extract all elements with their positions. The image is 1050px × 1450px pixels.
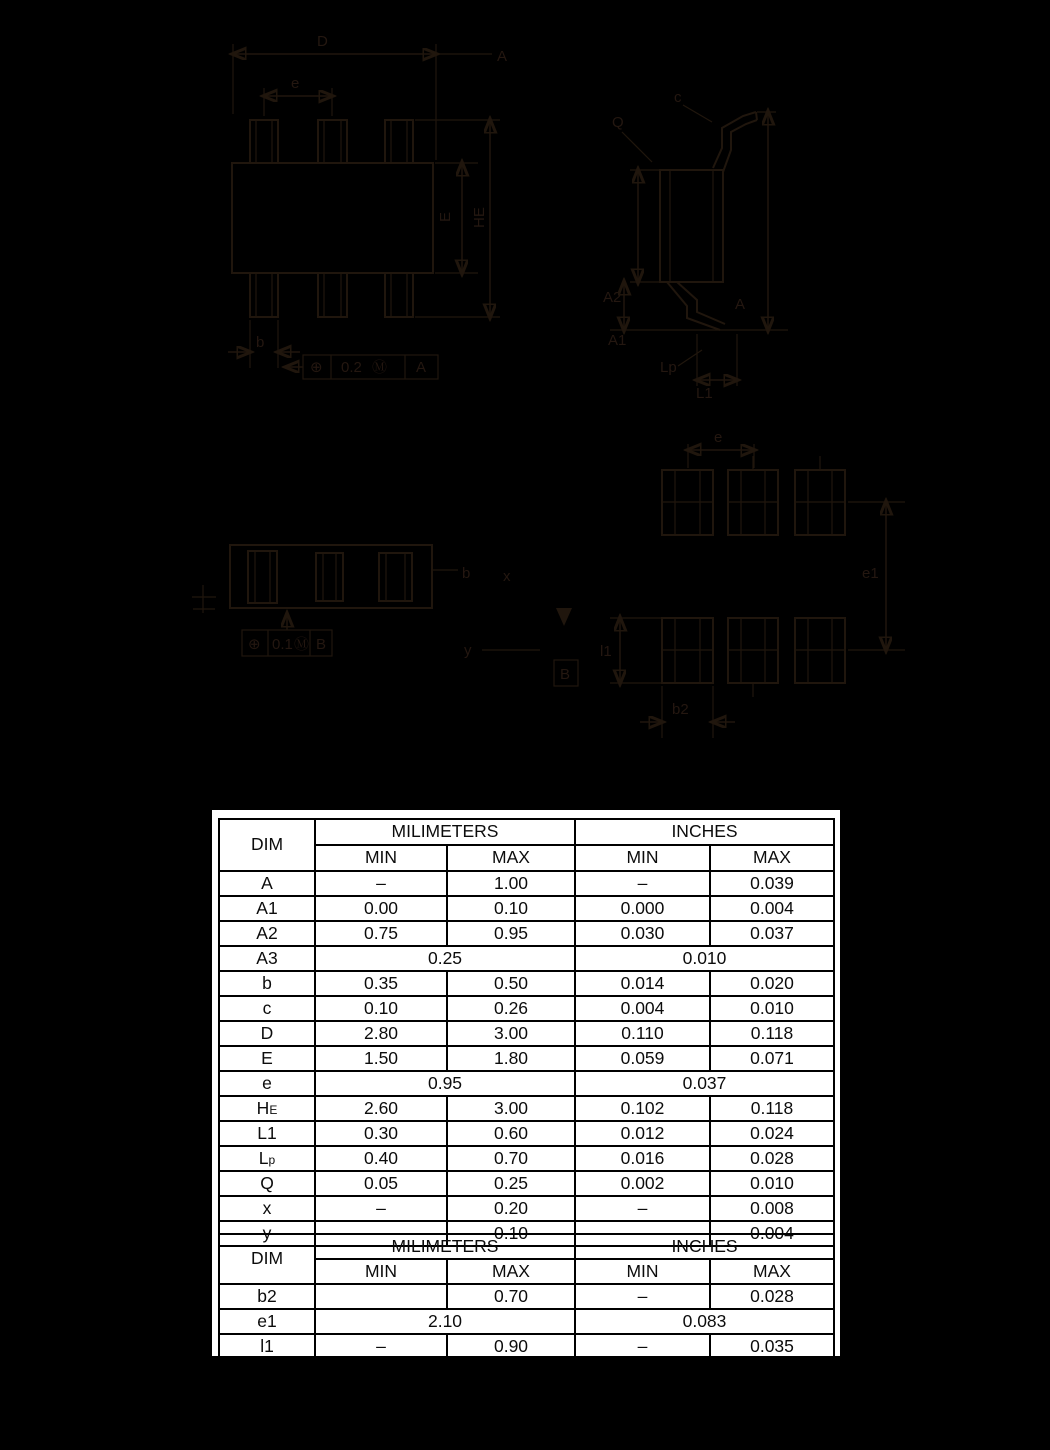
- header-dim: DIM: [219, 819, 315, 871]
- value-cell: 3.00: [447, 1096, 575, 1121]
- table-row: [219, 1046, 834, 1071]
- dim-cell: b2: [219, 1284, 315, 1309]
- header-inches: INCHES: [575, 819, 834, 845]
- dim-cell: l1: [219, 1334, 315, 1359]
- dim-cell: b: [219, 971, 315, 996]
- package-top-view-drawing: [228, 33, 507, 379]
- value-cell: 0.110: [575, 1021, 710, 1046]
- table-row: [219, 1196, 834, 1221]
- value-cell: 0.95: [447, 921, 575, 946]
- dim-cell: c: [219, 996, 315, 1021]
- value-cell: 0.010: [710, 1171, 834, 1196]
- value-cell: 0.024: [710, 1121, 834, 1146]
- value-cell: 0.004: [710, 1221, 834, 1246]
- fcf-datum: A: [416, 359, 427, 376]
- table-row: [219, 871, 834, 896]
- value-cell: –: [315, 871, 447, 896]
- header-dim: DIM: [219, 1234, 315, 1284]
- dim-cell: Q: [219, 1171, 315, 1196]
- value-cell: 0.014: [575, 971, 710, 996]
- value-cell: 0.030: [575, 921, 710, 946]
- dim-cell: A3: [219, 946, 315, 971]
- header-min-in: MIN: [575, 1259, 710, 1284]
- value-cell: 0.012: [575, 1121, 710, 1146]
- value-cell: 0.016: [575, 1146, 710, 1171]
- value-cell: 0.059: [575, 1046, 710, 1071]
- fcf-modifier: Ⓜ: [372, 359, 388, 376]
- header-max-in: MAX: [710, 1259, 834, 1284]
- dim-cell: e: [219, 1071, 315, 1096]
- value-cell: 0.118: [710, 1096, 834, 1121]
- table-row: [219, 896, 834, 921]
- value-cell: 0.25: [315, 946, 575, 971]
- value-cell: 3.00: [447, 1021, 575, 1046]
- package-dimensions-table: [218, 818, 835, 1247]
- table-row: [219, 1171, 834, 1196]
- fcf-tolerance: 0.2: [341, 359, 362, 376]
- dim-cell: L1: [219, 1121, 315, 1146]
- value-cell: 0.50: [447, 971, 575, 996]
- dim-cell: A2: [219, 921, 315, 946]
- dim-cell: x: [219, 1196, 315, 1221]
- dim-label-a2: A2: [603, 289, 622, 306]
- dim-label-e1: e1: [862, 565, 879, 582]
- value-cell: 0.028: [710, 1284, 834, 1309]
- header-max-mm: MAX: [447, 845, 575, 871]
- table-row: [219, 921, 834, 946]
- header-min-mm: MIN: [315, 1259, 447, 1284]
- table-row: [219, 946, 834, 971]
- value-cell: 0.010: [575, 946, 834, 971]
- dim-cell: A1: [219, 896, 315, 921]
- value-cell: 0.60: [447, 1121, 575, 1146]
- value-cell: 0.00: [315, 896, 447, 921]
- dim-label-y: y: [464, 642, 472, 659]
- table-row: [219, 1146, 834, 1171]
- value-cell: 0.020: [710, 971, 834, 996]
- value-cell: 2.60: [315, 1096, 447, 1121]
- dim-label-a: A: [735, 296, 746, 313]
- value-cell: 0.40: [315, 1146, 447, 1171]
- value-cell: 2.10: [315, 1309, 575, 1334]
- value-cell: 0.70: [447, 1284, 575, 1309]
- value-cell: –: [315, 1196, 447, 1221]
- table-row: [219, 1284, 834, 1309]
- header-min-mm: MIN: [315, 845, 447, 871]
- value-cell: 0.05: [315, 1171, 447, 1196]
- value-cell: 0.20: [447, 1196, 575, 1221]
- value-cell: 0.039: [710, 871, 834, 896]
- dim-cell: y: [219, 1221, 315, 1246]
- value-cell: 0.028: [710, 1146, 834, 1171]
- land-pattern-dimensions-table: [218, 1233, 835, 1360]
- table-header-row: [219, 1234, 834, 1259]
- value-cell: [315, 1284, 447, 1309]
- fcf-symbol: ⊕: [310, 359, 323, 376]
- dim-cell: HE: [219, 1096, 315, 1121]
- dim-label-E: E: [437, 211, 454, 222]
- value-cell: –: [575, 1221, 710, 1246]
- value-cell: 0.25: [447, 1171, 575, 1196]
- dim-label-l1: L1: [696, 385, 713, 402]
- value-cell: 0.037: [710, 921, 834, 946]
- dim-cell: A: [219, 871, 315, 896]
- dim-label-c: c: [674, 89, 682, 106]
- header-millimeters: MILIMETERS: [315, 819, 575, 845]
- value-cell: 0.071: [710, 1046, 834, 1071]
- value-cell: 2.80: [315, 1021, 447, 1046]
- value-cell: 0.004: [710, 896, 834, 921]
- value-cell: 0.90: [447, 1334, 575, 1359]
- header-max-in: MAX: [710, 845, 834, 871]
- value-cell: 0.102: [575, 1096, 710, 1121]
- table-row: [219, 971, 834, 996]
- dim-label-a1: A1: [608, 332, 627, 349]
- dim-cell: e1: [219, 1309, 315, 1334]
- header-millimeters: MILIMETERS: [315, 1234, 575, 1259]
- value-cell: 0.004: [575, 996, 710, 1021]
- dim-label-q: Q: [612, 114, 624, 131]
- value-cell: –: [315, 1334, 447, 1359]
- dimension-table-panel: [212, 810, 840, 1356]
- table-row: [219, 996, 834, 1021]
- datum-label-a: A: [497, 48, 508, 65]
- header-max-mm: MAX: [447, 1259, 575, 1284]
- value-cell: 0.035: [710, 1334, 834, 1359]
- value-cell: 0.008: [710, 1196, 834, 1221]
- dim-label-l1-lp: l1: [600, 643, 612, 660]
- value-cell: –: [575, 1334, 710, 1359]
- value-cell: 0.037: [575, 1071, 834, 1096]
- dim-label-lp: Lp: [660, 359, 677, 376]
- header-inches: INCHES: [575, 1234, 834, 1259]
- table-header-row: [219, 819, 834, 845]
- table-row: [219, 1309, 834, 1334]
- value-cell: 0.26: [447, 996, 575, 1021]
- dim-label-e-lp: e: [714, 429, 723, 446]
- value-cell: 0.10: [447, 896, 575, 921]
- fcf2-datum: B: [316, 636, 327, 653]
- dim-label-x: x: [503, 568, 511, 585]
- value-cell: 0.083: [575, 1309, 834, 1334]
- value-cell: 0.75: [315, 921, 447, 946]
- fcf2-modifier: Ⓜ: [294, 636, 310, 653]
- dim-cell: Lp: [219, 1146, 315, 1171]
- value-cell: 0.10: [315, 996, 447, 1021]
- fcf2-tolerance: 0.1: [272, 636, 293, 653]
- value-cell: 0.70: [447, 1146, 575, 1171]
- dim-label-e: e: [291, 75, 300, 92]
- fcf2-symbol: ⊕: [248, 636, 261, 653]
- value-cell: 0.95: [315, 1071, 575, 1096]
- dim-label-b2v: b: [462, 565, 471, 582]
- header-min-in: MIN: [575, 845, 710, 871]
- value-cell: 0.118: [710, 1021, 834, 1046]
- land-pattern-drawing: [600, 429, 905, 738]
- value-cell: 0.35: [315, 971, 447, 996]
- value-cell: –: [575, 1196, 710, 1221]
- dim-label-d: D: [317, 33, 328, 50]
- dim-label-b2: b2: [672, 701, 689, 718]
- value-cell: 0.010: [710, 996, 834, 1021]
- dim-cell: D: [219, 1021, 315, 1046]
- table-row: [219, 1071, 834, 1096]
- package-bottom-view-drawing: [192, 545, 578, 686]
- value-cell: –: [575, 1284, 710, 1309]
- dim-label-b: b: [256, 334, 265, 351]
- dim-cell: E: [219, 1046, 315, 1071]
- value-cell: 1.00: [447, 871, 575, 896]
- value-cell: 0.30: [315, 1121, 447, 1146]
- datum-label-b: B: [560, 666, 571, 683]
- dim-label-He: HE: [471, 207, 488, 228]
- value-cell: 0.002: [575, 1171, 710, 1196]
- table-row: [219, 1334, 834, 1359]
- value-cell: –: [315, 1221, 447, 1246]
- value-cell: 0.10: [447, 1221, 575, 1246]
- table-row: [219, 1021, 834, 1046]
- value-cell: 1.50: [315, 1046, 447, 1071]
- value-cell: 0.000: [575, 896, 710, 921]
- table-row: [219, 1121, 834, 1146]
- value-cell: 1.80: [447, 1046, 575, 1071]
- table-row: [219, 1096, 834, 1121]
- package-side-view-drawing: [603, 89, 788, 402]
- value-cell: –: [575, 871, 710, 896]
